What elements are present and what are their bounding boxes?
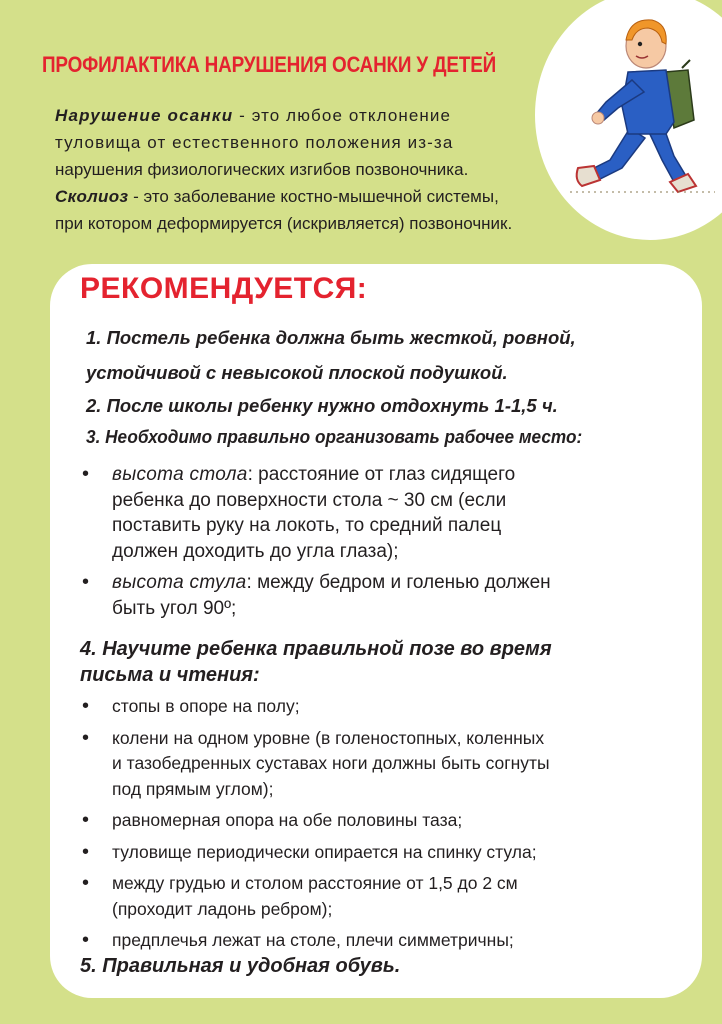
posture-bullets — [80, 694, 670, 960]
list-item: • между грудью и столом расстояние от 1,5 до 2 см (проходит ладонь ребром); — [80, 871, 670, 922]
list-item: • равномерная опора на обе половины таза; — [80, 808, 670, 834]
term-scoliosis: Сколиоз — [55, 187, 129, 206]
recommendation-4-line-2: письма и чтения: — [80, 664, 260, 686]
recommendation-1-line-1: 1. Постель ребенка должна быть жесткой, ровной, — [86, 327, 576, 348]
list-item: • предплечья лежат на столе, плечи симметричны; — [80, 928, 670, 954]
term-table-height: высота стола — [112, 464, 248, 485]
term-chair-height: высота стула — [112, 572, 247, 593]
recommendations-heading: РЕКОМЕНДУЕТСЯ: — [80, 272, 368, 305]
term-posture-disorder: Нарушение осанки — [55, 106, 234, 125]
recommendation-3: 3. Необходимо правильно организовать рабочее место: — [86, 426, 583, 447]
recommendation-1-line-2: устойчивой с невысокой плоской подушкой. — [86, 362, 508, 383]
workplace-bullets — [80, 462, 660, 627]
walking-schoolboy-illustration — [570, 10, 715, 200]
recommendation-4-line-1: 4. Научите ребенка правильной позе во время — [80, 638, 552, 660]
list-item: • туловище периодически опирается на спинку стула; — [80, 840, 670, 866]
recommendation-2: 2. После школы ребенку нужно отдохнуть 1-1,5 ч. — [86, 395, 558, 416]
intro-definitions — [55, 102, 535, 237]
recommendation-5: 5. Правильная и удобная обувь. — [80, 955, 401, 977]
intro-line-1: Нарушение осанки - это любое отклонение — [55, 106, 452, 125]
intro-line-5: при котором деформируется (искривляется) позвоночник. — [55, 214, 513, 233]
list-item: • стопы в опоре на полу; — [80, 694, 670, 720]
list-item: • высота стола: расстояние от глаз сидящего ребенка до поверхности стола ~ 30 см (если поставить руку на локоть, то средний палец должен доходить до угла глаза); — [80, 462, 660, 564]
list-item: • высота стула: между бедром и голенью должен быть угол 90º; — [80, 570, 660, 621]
intro-line-2: туловища от естественного положения из-за — [55, 133, 454, 152]
intro-line-4: Сколиоз - это заболевание костно-мышечной системы, — [55, 187, 499, 206]
poster-title: ПРОФИЛАКТИКА НАРУШЕНИЯ ОСАНКИ У ДЕТЕЙ — [42, 52, 497, 77]
intro-line-3: нарушения физиологических изгибов позвоночника. — [55, 160, 469, 179]
list-item: • колени на одном уровне (в голеностопных, коленных и тазобедренных суставах ноги должны быть согнуты под прямым углом); — [80, 726, 670, 803]
